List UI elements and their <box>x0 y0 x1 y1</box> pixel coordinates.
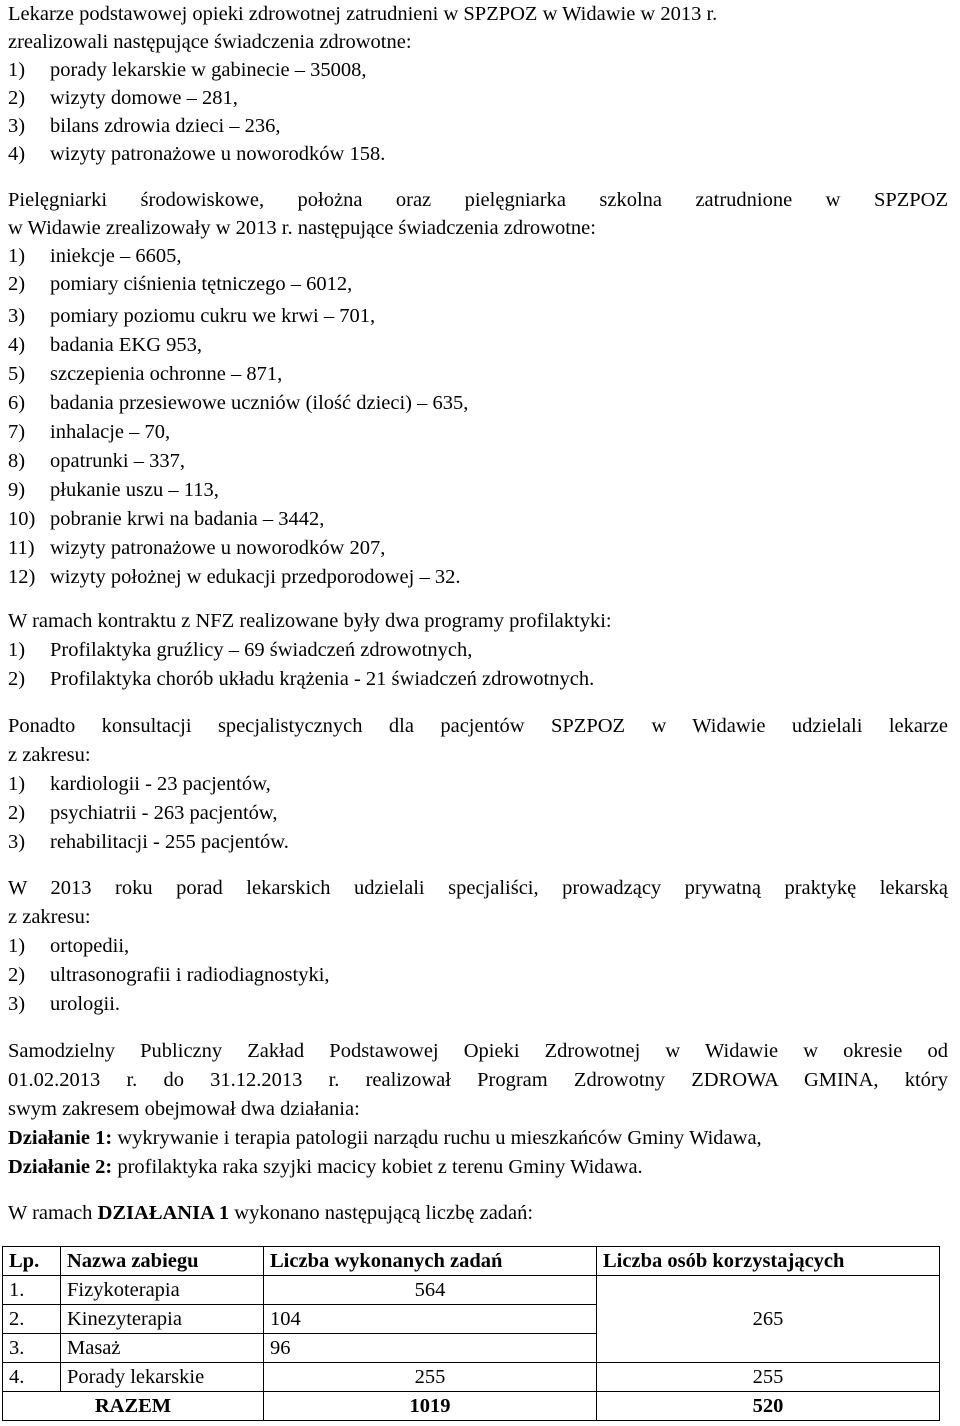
list-item: 2) wizyty domowe – 281, <box>8 87 238 109</box>
list-item: 1) ortopedii, <box>8 935 130 957</box>
total-count: 1019 <box>264 1392 597 1421</box>
cell-count: 104 <box>264 1305 597 1334</box>
table-total-row <box>3 1392 940 1421</box>
paragraph-specialists-line2: z zakresu: <box>8 906 91 928</box>
list-item: 3) bilans zdrowia dzieci – 236, <box>8 115 281 137</box>
paragraph-program-line1: Samodzielny Publiczny Zakład Podstawowej Opieki Zdrowotnej w Widawie w okresie od <box>8 1040 948 1062</box>
paragraph-program-line2: 01.02.2013 r. do 31.12.2013 r. realizował Program Zdrowotny ZDROWA GMINA, który <box>8 1069 948 1091</box>
tasks-table <box>2 1246 940 1421</box>
paragraph-program-line3: swym zakresem obejmował dwa działania: <box>8 1098 360 1120</box>
cell-count: 564 <box>264 1276 597 1305</box>
list-item: 9) płukanie uszu – 113, <box>8 479 219 501</box>
cell-name: Kinezyterapia <box>61 1305 264 1334</box>
paragraph-doctors-line1: Lekarze podstawowej opieki zdrowotnej zatrudnieni w SPZPOZ w Widawie w 2013 r. <box>8 3 718 25</box>
list-item: 6) badania przesiewowe uczniów (ilość dzieci) – 635, <box>8 392 469 414</box>
list-item: 2) ultrasonografii i radiodiagnostyki, <box>8 964 330 986</box>
list-item: 1) iniekcje – 6605, <box>8 245 182 267</box>
total-label: RAZEM <box>3 1392 264 1421</box>
action-1-line: Działanie 1: wykrywanie i terapia patologii narządu ruchu u mieszkańców Gminy Widawa, <box>8 1127 762 1149</box>
list-item: 3) urologii. <box>8 993 121 1015</box>
paragraph-doctors-line2: zrealizowali następujące świadczenia zdrowotne: <box>8 31 412 53</box>
paragraph-consultations-line1: Ponadto konsultacji specjalistycznych dla pacjentów SPZPOZ w Widawie udzielali lekarze <box>8 715 948 737</box>
paragraph-nurses-line2: w Widawie zrealizowały w 2013 r. następujące świadczenia zdrowotne: <box>8 217 596 239</box>
cell-lp: 1. <box>3 1276 61 1305</box>
list-item: 3) pomiary poziomu cukru we krwi – 701, <box>8 305 376 327</box>
list-item: 4) wizyty patronażowe u noworodków 158. <box>8 143 386 165</box>
list-item: 1) kardiologii - 23 pacjentów, <box>8 773 271 795</box>
cell-name: Fizykoterapia <box>61 1276 264 1305</box>
list-item: 1) porady lekarskie w gabinecie – 35008, <box>8 59 367 81</box>
table-header-row <box>3 1247 940 1276</box>
total-people: 520 <box>597 1392 940 1421</box>
list-item: 10) pobranie krwi na badania – 3442, <box>8 508 325 530</box>
cell-lp: 3. <box>3 1334 61 1363</box>
list-item: 2) Profilaktyka chorób układu krążenia - 21 świadczeń zdrowotnych. <box>8 668 595 690</box>
cell-lp: 2. <box>3 1305 61 1334</box>
list-item: 11) wizyty patronażowe u noworodków 207, <box>8 537 386 559</box>
list-item: 3) rehabilitacji - 255 pacjentów. <box>8 831 289 853</box>
list-item: 8) opatrunki – 337, <box>8 450 185 472</box>
paragraph-tasks: W ramach DZIAŁANIA 1 wykonano następującą liczbę zadań: <box>8 1202 534 1224</box>
header-people: Liczba osób korzystających <box>597 1247 940 1276</box>
cell-count: 96 <box>264 1334 597 1363</box>
paragraph-nurses-line1: Pielęgniarki środowiskowe, położna oraz pielęgniarka szkolna zatrudnione w SPZPOZ <box>8 189 948 211</box>
list-item: 1) Profilaktyka gruźlicy – 69 świadczeń zdrowotnych, <box>8 639 473 661</box>
list-item: 4) badania EKG 953, <box>8 334 202 356</box>
list-item: 5) szczepienia ochronne – 871, <box>8 363 283 385</box>
list-item: 2) pomiary ciśnienia tętniczego – 6012, <box>8 273 353 295</box>
list-item: 2) psychiatrii - 263 pacjentów, <box>8 802 278 824</box>
header-lp: Lp. <box>3 1247 61 1276</box>
cell-lp: 4. <box>3 1363 61 1392</box>
cell-name: Masaż <box>61 1334 264 1363</box>
table-row <box>3 1363 940 1392</box>
header-name: Nazwa zabiegu <box>61 1247 264 1276</box>
cell-count: 255 <box>264 1363 597 1392</box>
cell-name: Porady lekarskie <box>61 1363 264 1392</box>
header-count: Liczba wykonanych zadań <box>264 1247 597 1276</box>
table-row <box>3 1276 940 1305</box>
paragraph-nfz: W ramach kontraktu z NFZ realizowane były dwa programy profilaktyki: <box>8 610 612 632</box>
cell-people-merged: 265 <box>597 1276 940 1363</box>
list-item: 12) wizyty położnej w edukacji przedporodowej – 32. <box>8 566 461 588</box>
paragraph-consultations-line2: z zakresu: <box>8 744 91 766</box>
paragraph-specialists-line1: W 2013 roku porad lekarskich udzielali specjaliści, prowadzący prywatną praktykę lekarską <box>8 877 948 899</box>
action-2-line: Działanie 2: profilaktyka raka szyjki macicy kobiet z terenu Gminy Widawa. <box>8 1156 643 1178</box>
cell-people: 255 <box>597 1363 940 1392</box>
list-item: 7) inhalacje – 70, <box>8 421 171 443</box>
